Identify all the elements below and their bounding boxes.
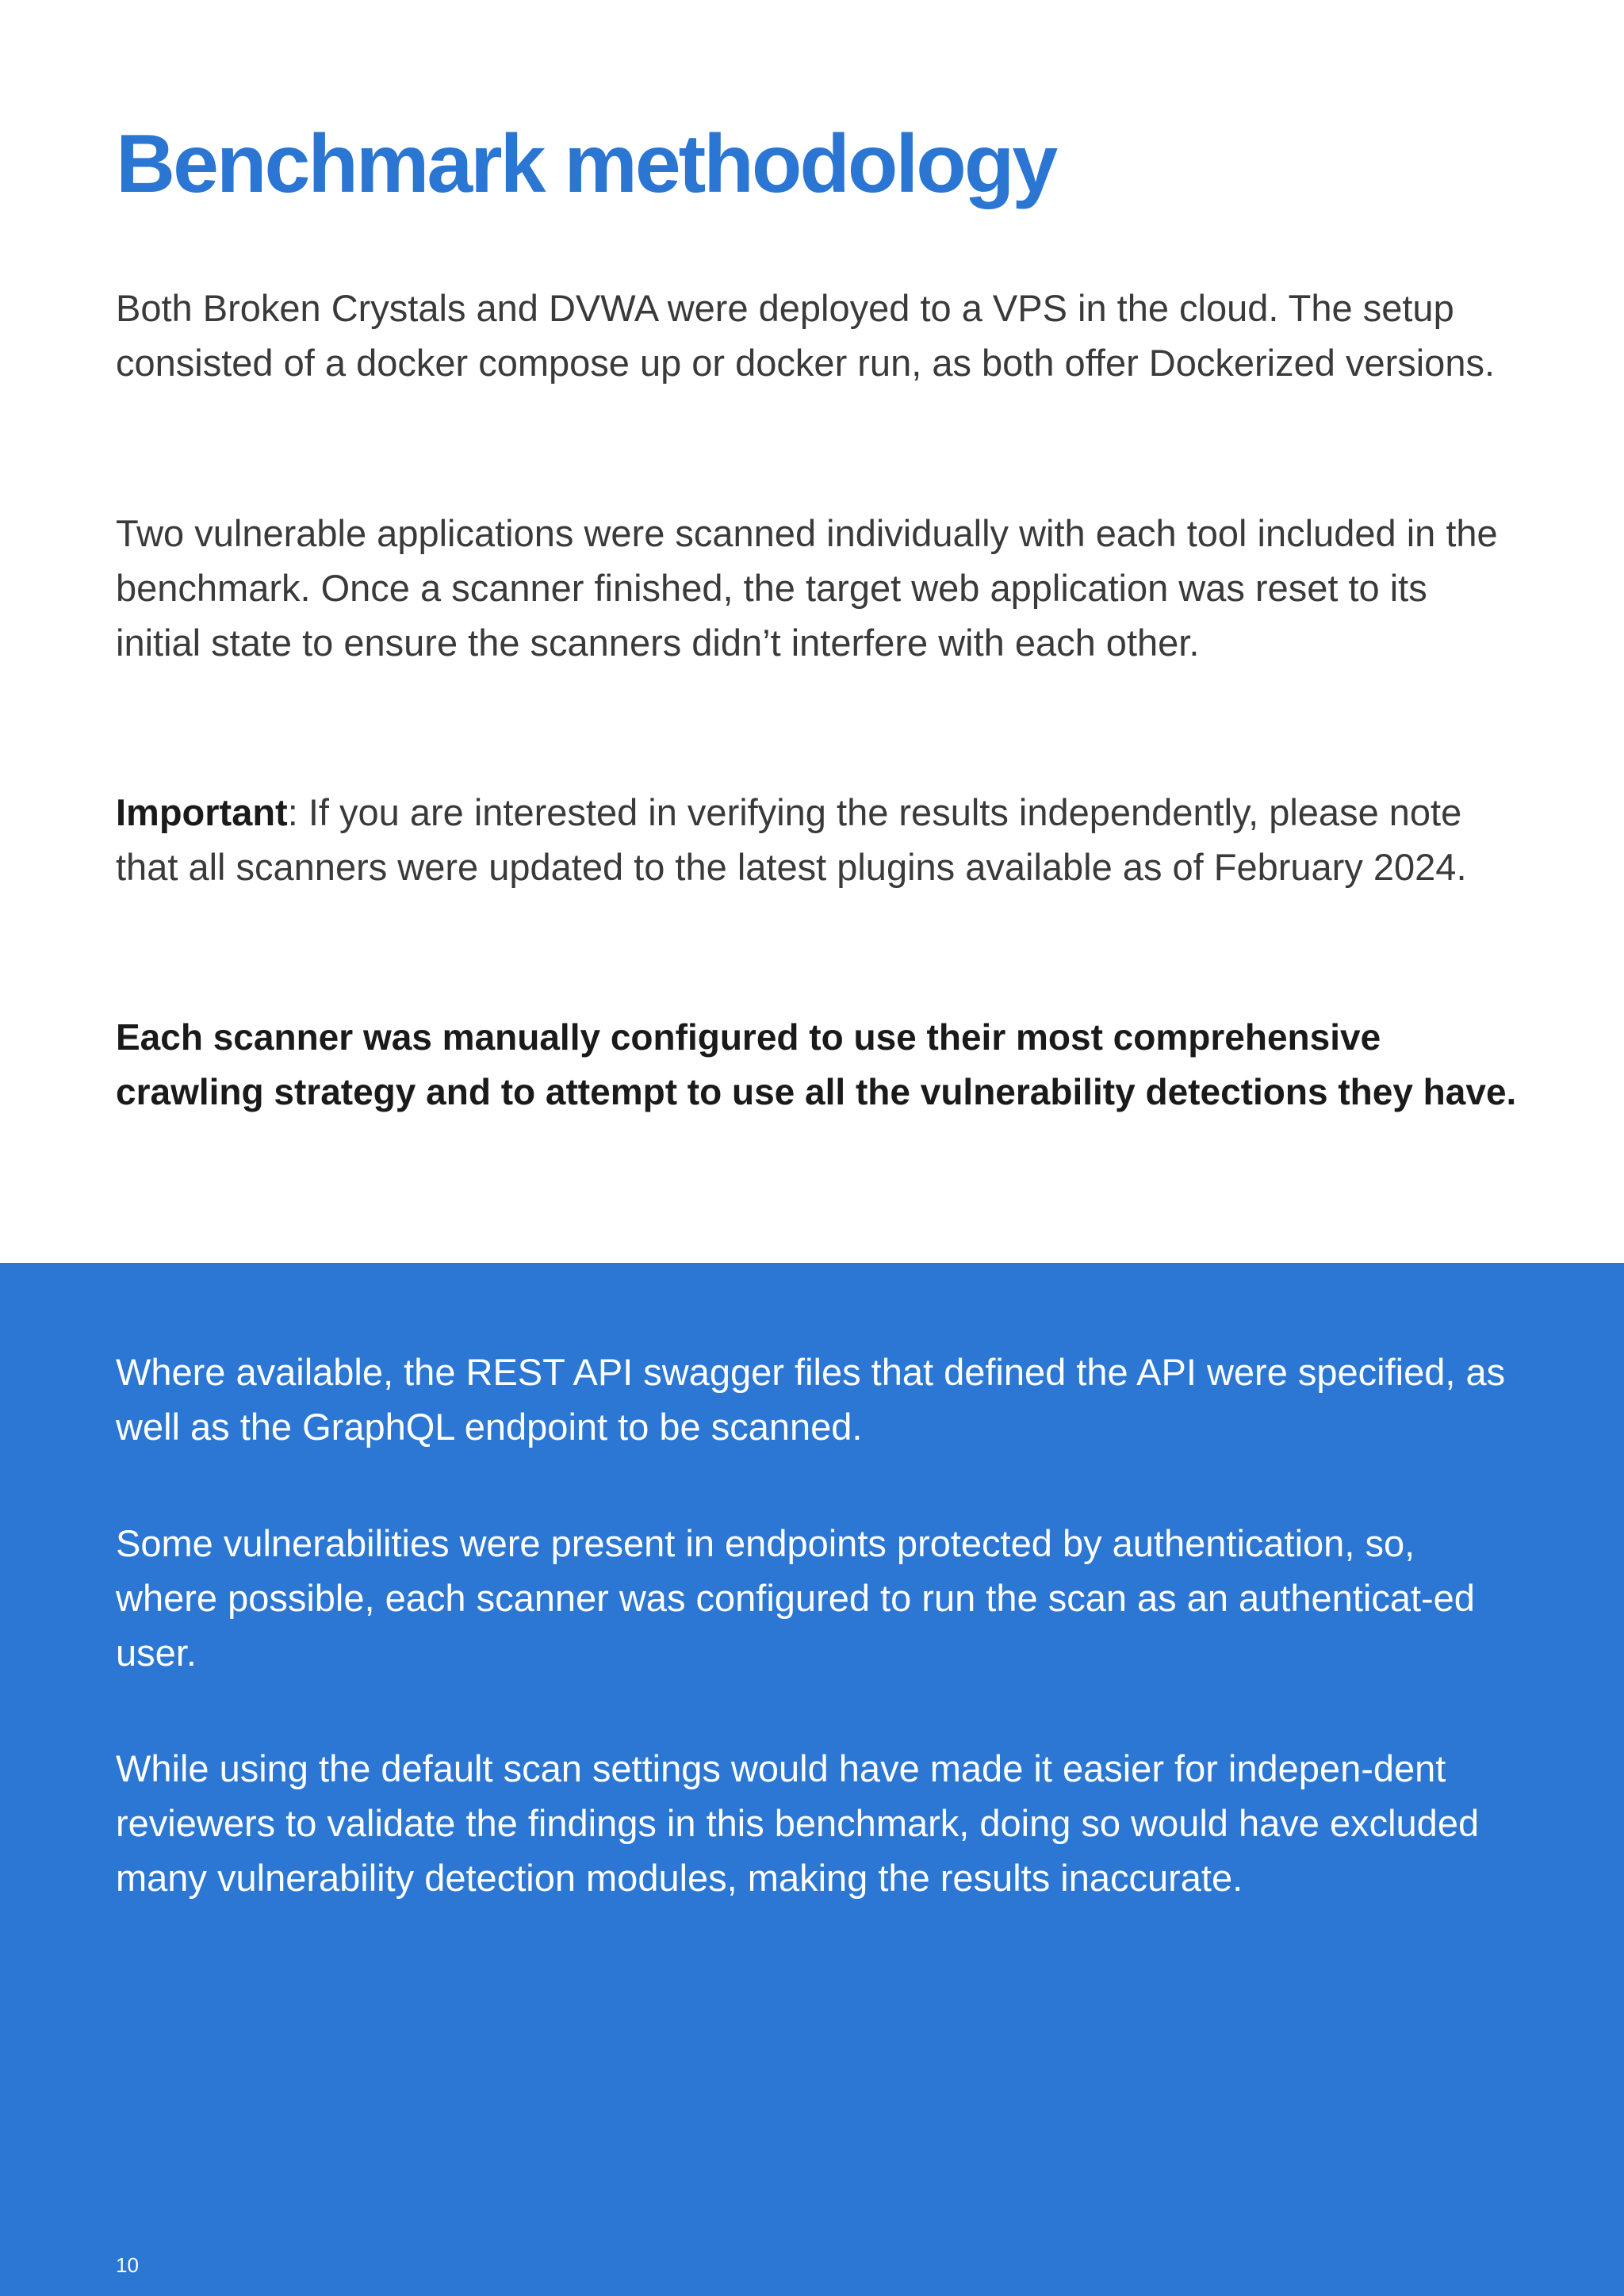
important-label: Important	[116, 791, 288, 833]
highlight-paragraph-api: Where available, the REST API swagger files that defined the API were specified, as well as the GraphQL endpoint to be scanned.	[116, 1351, 1506, 1448]
important-note	[116, 785, 1519, 894]
page-number: 10	[116, 2253, 139, 2277]
emphasis-paragraph: Each scanner was manually configured to use their most comprehensive crawling strategy and to attempt to use all the vulnerability detections they have.	[116, 1016, 1517, 1112]
highlight-paragraph-auth: Some vulnerabilities were present in endpoints protected by authentication, so, where possible, each scanner was configured to run the scan as an authenticat-ed user.	[116, 1522, 1475, 1674]
highlight-paragraph-settings: While using the default scan settings would have made it easier for indepen-dent reviewers to validate the findings in this benchmark, doing so would have excluded many vulnerability detection modules, making the results inaccurate.	[116, 1747, 1480, 1899]
intro-paragraph-scanning: Two vulnerable applications were scanned individually with each tool included in the benchmark. Once a scanner finished, the target web application was reset to its initial state to ensure the scanners didn’t interfere with each other.	[116, 512, 1498, 664]
important-text: : If you are interested in verifying the results independently, please note that all scanners were updated to the latest plugins available as of February 2024.	[116, 791, 1467, 888]
intro-paragraph-deployment: Both Broken Crystals and DVWA were deployed to a VPS in the cloud. The setup consisted of a docker compose up or docker run, as both offer Dockerized versions.	[116, 287, 1496, 384]
page-title: Benchmark methodology	[116, 118, 1056, 210]
